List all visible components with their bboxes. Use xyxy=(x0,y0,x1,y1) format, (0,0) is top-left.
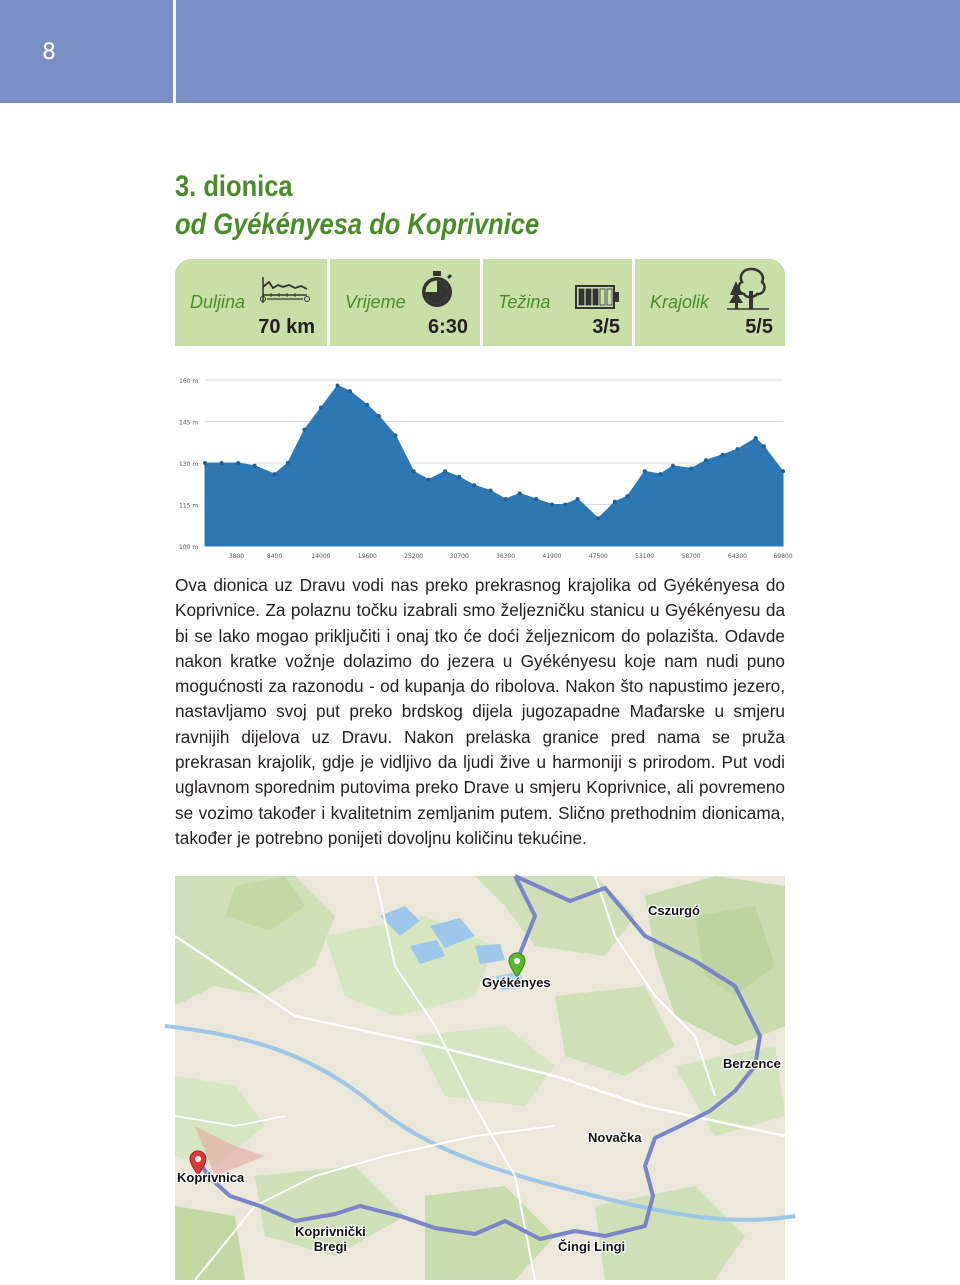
elevation-point xyxy=(689,467,693,471)
elevation-point xyxy=(625,494,629,498)
stats-panel xyxy=(175,259,785,346)
y-tick-label: 145 m xyxy=(179,419,199,427)
section-title-route: od Gyékényesa do Koprivnice xyxy=(175,208,540,241)
map-canvas xyxy=(175,876,785,1280)
trees-icon xyxy=(727,265,769,311)
elevation-point xyxy=(443,469,447,473)
elevation-area xyxy=(205,386,783,546)
x-tick-label: 8400 xyxy=(266,553,283,560)
elevation-point xyxy=(613,500,617,504)
elevation-point xyxy=(377,414,381,418)
x-tick-label: 36300 xyxy=(496,553,516,560)
elevation-point xyxy=(393,433,397,437)
page-number-box xyxy=(0,0,176,103)
elevation-point xyxy=(348,389,352,393)
elevation-point xyxy=(596,516,600,520)
elevation-point xyxy=(489,489,493,493)
stat-landscape xyxy=(635,259,785,346)
ruler-distance-icon xyxy=(259,273,311,307)
section-title xyxy=(175,168,603,244)
stat-time xyxy=(330,259,480,346)
elevation-point xyxy=(236,461,240,465)
y-tick-label: 100 m xyxy=(179,544,199,551)
elevation-point xyxy=(550,503,554,507)
stat-difficulty xyxy=(483,259,632,346)
stat-distance-value: 70 km xyxy=(258,316,315,338)
x-tick-label: 53100 xyxy=(635,553,655,560)
elevation-point xyxy=(457,475,461,479)
map-label-gyekenyes: Gyékényes xyxy=(482,975,551,990)
battery-cell xyxy=(586,289,591,305)
body-text: Ova dionica uz Dravu vodi nas preko prekrasnog krajolika od Gyékényesa do Koprivnice. Za polaznu točku izabrali smo željezničku stanicu u Gyékényesu da bi se lako mogao priključiti i onaj tko će doći željeznicom do polazišta. Odavde nakon kratke vožnje dolazimo do jezera u Gyékényesu koje nam nudi puno mogućnosti za razonodu - od kupanja do ribolova. Nakon što napustimo jezero, nastavljamo svoj put preko brdskog dijela jugozapadne Mađarske u smjeru ravnijih dijelova uz Dravu. Nakon prelaska granice pred nama se pruža prekrasan krajolik, gdje je vidljivo da ljudi žive u harmoniji s prirodom. Put vodi uglavnom sporednim putovima preko Drave u smjeru Koprivnice, ali povremeno se vozimo također i kvalitetnim zemljanim putem. Slično prethodnim dionicama, također je potrebno ponijeti dovoljnu količinu tekućine. xyxy=(175,575,785,848)
elevation-point xyxy=(576,497,580,501)
elevation-point xyxy=(319,406,323,410)
elevation-point xyxy=(762,444,766,448)
header-bar xyxy=(0,0,960,103)
page-number: 8 xyxy=(42,40,56,65)
route-map[interactable] xyxy=(175,876,785,1280)
elevation-point xyxy=(518,491,522,495)
elevation-point xyxy=(504,497,508,501)
elevation-point xyxy=(643,469,647,473)
stat-difficulty-label: Težina xyxy=(498,292,551,312)
map-label-novacka: Novačka xyxy=(588,1130,642,1145)
elevation-point xyxy=(412,469,416,473)
x-tick-label: 58700 xyxy=(681,553,701,560)
section-title-number: 3. dionica xyxy=(175,170,293,203)
elevation-point xyxy=(220,461,224,465)
y-tick-label: 160 m xyxy=(179,378,199,385)
elevation-point xyxy=(365,403,369,407)
elevation-point xyxy=(335,384,339,388)
y-tick-label: 130 m xyxy=(179,461,199,468)
x-tick-label: 14000 xyxy=(311,553,331,560)
stat-landscape-label: Krajolik xyxy=(650,292,710,312)
elevation-point xyxy=(754,436,758,440)
stat-distance-label: Duljina xyxy=(190,292,246,312)
elevation-point xyxy=(671,464,675,468)
elevation-point xyxy=(203,461,207,465)
map-label-berzence: Berzence xyxy=(723,1056,781,1071)
x-tick-label: 64300 xyxy=(727,553,748,560)
x-tick-label: 41900 xyxy=(542,553,562,560)
elevation-point xyxy=(781,469,785,473)
stat-time-value: 6:30 xyxy=(427,316,468,338)
stat-distance xyxy=(175,259,327,346)
x-tick-label: 19600 xyxy=(357,553,377,560)
elevation-point xyxy=(302,428,306,432)
map-label-cingi-lingi: Čingi Lingi xyxy=(558,1239,626,1254)
x-tick-label: 25200 xyxy=(404,553,424,560)
stopwatch-icon xyxy=(418,269,456,309)
elevation-point xyxy=(735,447,739,451)
x-tick-label: 30700 xyxy=(449,553,469,560)
elevation-point xyxy=(721,453,725,457)
elevation-point xyxy=(253,464,257,468)
elevation-point xyxy=(427,478,431,482)
elevation-point xyxy=(658,472,662,476)
x-tick-label: 47500 xyxy=(588,553,608,560)
elevation-point xyxy=(534,497,538,501)
map-label-koprivnica: Koprivnica xyxy=(177,1170,245,1185)
elevation-chart xyxy=(175,368,793,564)
stat-landscape-value: 5/5 xyxy=(745,316,773,338)
elevation-point xyxy=(273,472,277,476)
elevation-point xyxy=(472,483,476,487)
map-label-koprivnicki-bregi: Koprivnički Bregi xyxy=(295,1224,366,1254)
battery-icon xyxy=(575,284,621,310)
elevation-point xyxy=(563,503,567,507)
elevation-point xyxy=(286,461,290,465)
battery-cell xyxy=(593,289,598,305)
y-tick-label: 115 m xyxy=(179,502,199,510)
x-tick-label: 69800 xyxy=(773,553,793,560)
stat-time-label: Vrijeme xyxy=(345,292,406,312)
battery-cell xyxy=(600,289,605,305)
map-label-csurgo: Cszurgó xyxy=(648,903,700,918)
stat-difficulty-value: 3/5 xyxy=(592,316,620,338)
battery-cell xyxy=(607,289,612,305)
elevation-point xyxy=(704,458,708,462)
x-tick-label: 3800 xyxy=(228,553,245,560)
battery-cell xyxy=(579,289,584,305)
